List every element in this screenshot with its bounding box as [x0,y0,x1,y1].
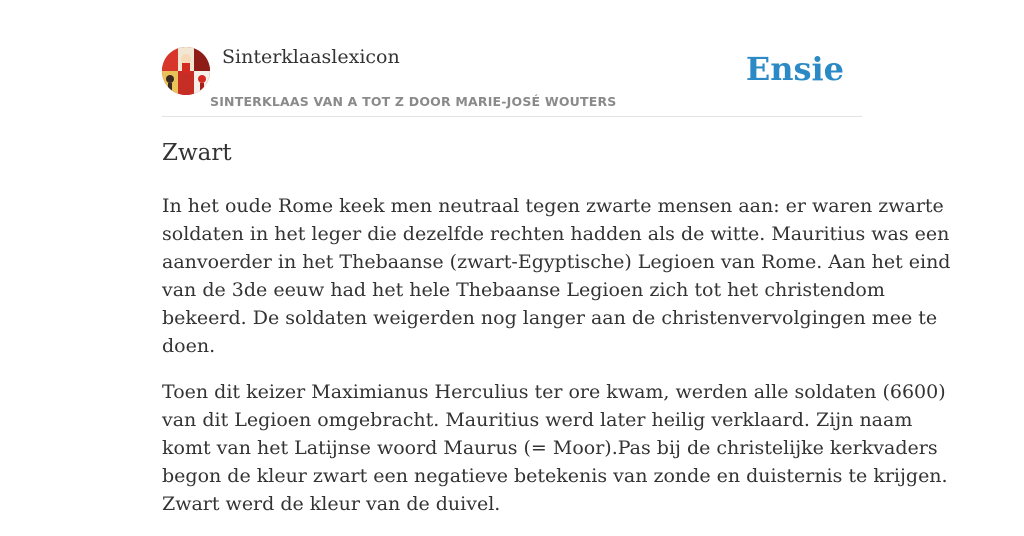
text-line: soldaten in het leger die dezelfde rechten hadden als de witte. Mauritius was een [162,223,950,245]
article-title: Zwart [162,140,232,166]
site-header [162,44,862,117]
ensie-logo-link[interactable]: Ensie [745,50,844,88]
text-line: komt van het Latijnse woord Maurus (= Moor).Pas bij de christelijke kerkvaders [162,437,938,459]
text-line: van dit Legioen omgebracht. Mauritius werd later heilig verklaard. Zijn naam [162,409,913,431]
collage-avatar-icon[interactable] [162,47,210,95]
text-line: van de 3de eeuw had het hele Thebaanse Legioen zich tot het christendom [162,279,885,301]
text-line: begon de kleur zwart een negatieve betekenis van zonde en duisternis te krijgen. [162,465,948,487]
text-line: aanvoerder in het Thebaanse (zwart-Egyptische) Legioen van Rome. Aan het eind [162,251,951,273]
paragraph [162,378,948,518]
text-line: bekeerd. De soldaten weigerden nog langer aan de christenvervolgingen mee te [162,307,938,329]
text-line: In het oude Rome keek men neutraal tegen zwarte mensen aan: er waren zwarte [162,195,944,217]
site-tagline: SINTERKLAAS VAN A TOT Z DOOR MARIE-JOSÉ WOUTERS [210,94,617,109]
text-line: Toen dit keizer Maximianus Herculius ter ore kwam, werden alle soldaten (6600) [162,381,946,403]
article-body [162,192,951,536]
paragraph [162,192,951,360]
text-line: doen. [162,335,216,357]
site-name-link[interactable]: Sinterklaaslexicon [222,46,400,68]
text-line: Zwart werd de kleur van de duivel. [162,493,501,515]
